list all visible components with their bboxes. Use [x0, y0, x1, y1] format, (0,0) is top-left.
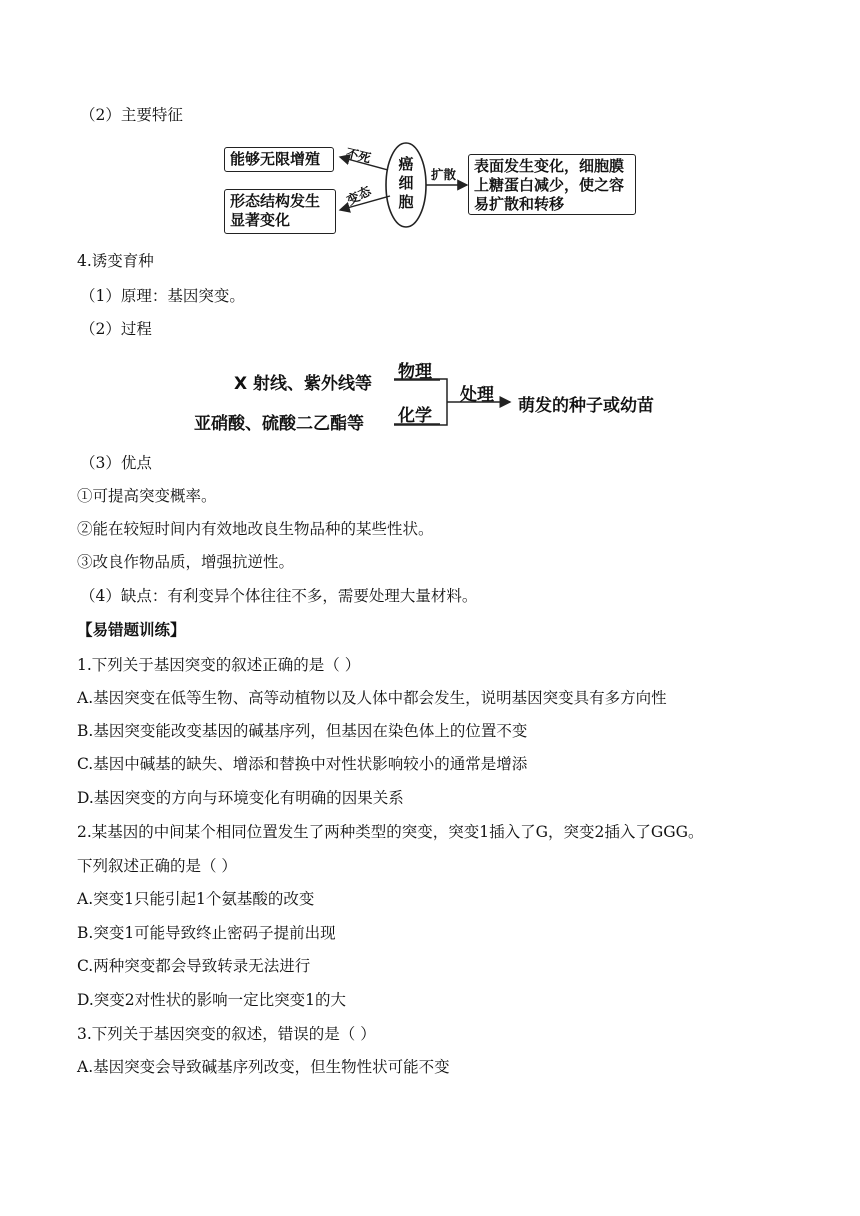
section-heading-features: （2）主要特征 — [80, 106, 183, 124]
label-physical-agents: X 射线、紫外线等 — [234, 374, 373, 394]
advantage-2: ②能在较短时间内有效地改良生物品种的某些性状。 — [77, 520, 434, 538]
question-2-option-a: A.突变1只能引起1个氨基酸的改变 — [77, 890, 315, 908]
question-1-stem: 1.下列关于基因突变的叙述正确的是（ ） — [77, 656, 361, 674]
label-spread: 扩散 — [431, 167, 457, 182]
section-heading-mutation-breeding: 4.诱变育种 — [77, 252, 154, 270]
process-heading: （2）过程 — [80, 320, 152, 338]
question-2-option-c: C.两种突变都会导致转录无法进行 — [77, 957, 311, 975]
disadvantage-line: （4）缺点：有利变异个体往往不多，需要处理大量材料。 — [80, 587, 478, 605]
box-morphology-change: 形态结构发生显著变化 — [224, 189, 336, 234]
question-1-option-d: D.基因突变的方向与环境变化有明确的因果关系 — [77, 789, 404, 807]
advantage-1: ①可提高突变概率。 — [77, 487, 217, 505]
question-2-option-b: B.突变1可能导致终止密码子提前出现 — [77, 924, 336, 942]
label-abnormal: 变态 — [344, 182, 374, 208]
label-chemical-agents: 亚硝酸、硫酸二乙酯等 — [194, 414, 364, 434]
question-2-stem-line1: 2.某基因的中间某个相同位置发生了两种类型的突变，突变1插入了G，突变2插入了GGG。 — [77, 823, 704, 841]
question-2-option-d: D.突变2对性状的影响一定比突变1的大 — [77, 991, 347, 1009]
box-surface-change: 表面发生变化，细胞膜上糖蛋白减少，使之容易扩散和转移 — [468, 154, 636, 215]
label-immortal: 不死 — [344, 145, 373, 166]
principle-line: （1）原理：基因突变。 — [80, 287, 245, 305]
question-3-stem: 3.下列关于基因突变的叙述，错误的是（ ） — [77, 1025, 376, 1043]
label-physical: 物理 — [398, 362, 432, 382]
advantage-3: ③改良作物品质，增强抗逆性。 — [77, 553, 295, 571]
question-1-option-c: C.基因中碱基的缺失、增添和替换中对性状影响较小的通常是增添 — [77, 755, 528, 773]
question-1-option-b: B.基因突变能改变基因的碱基序列，但基因在染色体上的位置不变 — [77, 722, 528, 740]
label-result: 萌发的种子或幼苗 — [518, 396, 654, 416]
label-chemical: 化学 — [398, 406, 432, 426]
label-cancer-cell: 癌细胞 — [398, 155, 414, 211]
label-treatment: 处理 — [460, 385, 494, 405]
training-heading: 【易错题训练】 — [77, 620, 186, 639]
question-1-option-a: A.基因突变在低等生物、高等动植物以及人体中都会发生，说明基因突变具有多方向性 — [77, 689, 667, 707]
question-3-option-a: A.基因突变会导致碱基序列改变，但生物性状可能不变 — [77, 1058, 450, 1076]
advantages-heading: （3）优点 — [80, 454, 152, 472]
question-2-stem-line2: 下列叙述正确的是（ ） — [77, 857, 237, 875]
box-unlimited-proliferation: 能够无限增殖 — [224, 147, 334, 172]
